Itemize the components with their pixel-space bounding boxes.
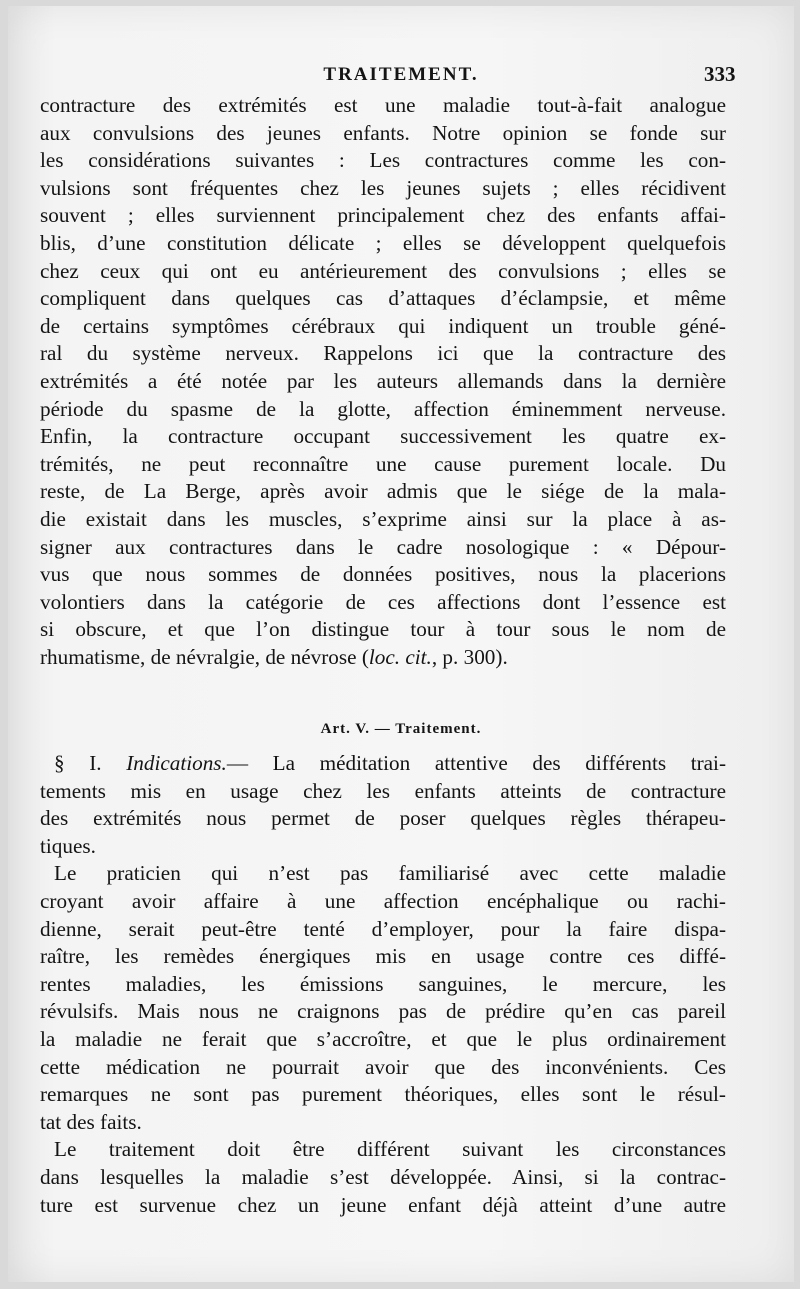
text-line: la maladie ne ferait que s’accroître, et que le plus ordinairement xyxy=(40,1026,726,1051)
continuation-paragraph xyxy=(40,92,726,671)
indications-first-line xyxy=(40,750,726,778)
text-line: souvent ; elles surviennent principalement chez des enfants affai- xyxy=(40,203,726,228)
section-mark: § I. xyxy=(54,751,127,775)
treatment-section xyxy=(40,750,726,1219)
text-line: de certains symptômes cérébraux qui indiquent un trouble géné- xyxy=(40,313,726,338)
citation-before: rhumatisme, de névralgie, de névrose ( xyxy=(40,644,369,669)
book-page xyxy=(8,6,794,1282)
text-line: aux convulsions des jeunes enfants. Notre opinion se fonde sur xyxy=(40,120,726,145)
text-line: croyant avoir affaire à une affection encéphalique ou rachi- xyxy=(40,888,726,913)
text-line: dans lesquelles la maladie s’est développée. Ainsi, si la contrac- xyxy=(40,1164,726,1189)
text-line: tements mis en usage chez les enfants atteints de contracture xyxy=(40,778,726,803)
text-line: extrémités a été notée par les auteurs allemands dans la dernière xyxy=(40,368,726,393)
text-line: die existait dans les muscles, s’exprime ainsi sur la place à as- xyxy=(40,506,726,531)
text-line: révulsifs. Mais nous ne craignons pas de prédire qu’en cas pareil xyxy=(40,999,726,1024)
text-line: trémités, ne peut reconnaître une cause purement locale. Du xyxy=(40,451,726,476)
citation-italic: loc. cit. xyxy=(368,644,432,669)
text-line: les considérations suivantes : Les contractures comme les con- xyxy=(40,148,726,173)
page-number: 333 xyxy=(704,62,736,86)
running-title: TRAITEMENT. xyxy=(323,64,479,85)
text-line: blis, d’une constitution délicate ; elles se développent quelquefois xyxy=(40,230,726,255)
text-line: ture est survenue chez un jeune enfant déjà atteint d’une autre xyxy=(40,1192,726,1217)
page-header xyxy=(8,64,794,90)
text-line: vulsions sont fréquentes chez les jeunes sujets ; elles récidivent xyxy=(40,175,726,200)
text-line: Le praticien qui n’est pas familiarisé avec cette maladie xyxy=(54,861,726,886)
text-line: vus que nous sommes de données positives, nous la placerions xyxy=(40,562,726,587)
text-line: volontiers dans la catégorie de ces affections dont l’essence est xyxy=(40,589,726,614)
text-line: rentes maladies, les émissions sanguines, le mercure, les xyxy=(40,971,726,996)
text-line: tat des faits. xyxy=(40,1109,142,1134)
text-line: tiques. xyxy=(40,833,96,858)
text-line: signer aux contractures dans le cadre nosologique : « Dépour- xyxy=(40,534,726,559)
text-line: remarques ne sont pas purement théoriques, elles sont le résul- xyxy=(40,1082,726,1107)
text-line: chez ceux qui ont eu antérieurement des convulsions ; elles se xyxy=(40,258,726,283)
text-line: cette médication ne pourrait avoir que des inconvénients. Ces xyxy=(40,1054,726,1079)
text-line: si obscure, et que l’on distingue tour à tour sous le nom de xyxy=(40,617,726,642)
citation-after: , p. 300). xyxy=(431,644,508,669)
text-line-citation xyxy=(40,644,726,672)
text-line: contracture des extrémités est une maladie tout-à-fait analogue xyxy=(40,93,726,117)
indications-first-line-rest: — La méditation attentive des différents trai- xyxy=(226,751,726,775)
text-line: ral du système nerveux. Rappelons ici que la contracture des xyxy=(40,341,726,366)
text-line: période du spasme de la glotte, affection éminemment nerveuse. xyxy=(40,396,726,421)
text-line: Enfin, la contracture occupant successivement les quatre ex- xyxy=(40,424,726,449)
section-heading: Art. V. — Traitement. xyxy=(320,721,482,737)
indications-title: Indications. xyxy=(126,751,227,775)
text-line: des extrémités nous permet de poser quelques règles thérapeu- xyxy=(40,806,726,831)
text-line: Le traitement doit être différent suivant les circonstances xyxy=(54,1137,726,1162)
text-line: compliquent dans quelques cas d’attaques d’éclampsie, et même xyxy=(40,286,726,311)
text-line: reste, de La Berge, après avoir admis que le siége de la mala- xyxy=(40,479,726,504)
text-line: raître, les remèdes énergiques mis en usage contre ces diffé- xyxy=(40,944,726,969)
text-line: dienne, serait peut-être tenté d’employer, pour la faire dispa- xyxy=(40,916,726,941)
